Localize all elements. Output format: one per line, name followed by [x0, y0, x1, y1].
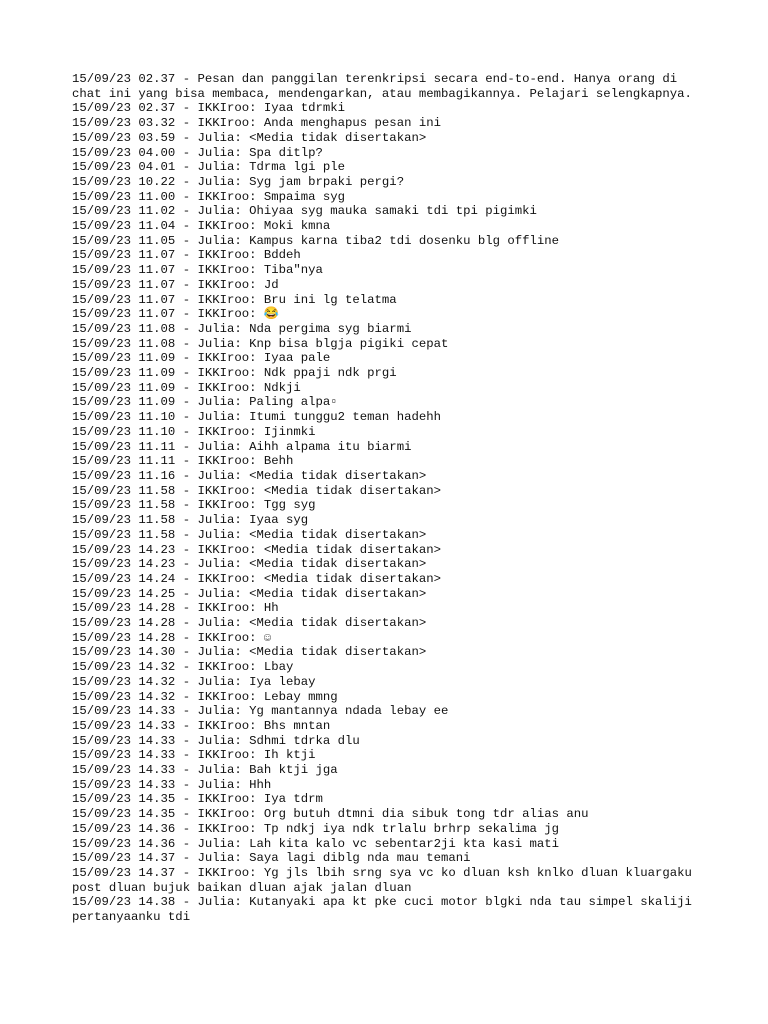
chat-message-line: 15/09/23 14.23 - Julia: <Media tidak disertakan>: [72, 557, 427, 572]
chat-message-line: 15/09/23 11.11 - IKKIroo: Behh: [72, 454, 294, 469]
chat-message-line: 15/09/23 11.02 - Julia: Ohiyaa syg mauka samaki tdi tpi pigimki: [72, 204, 537, 219]
chat-message-line: 15/09/23 04.01 - Julia: Tdrma lgi ple: [72, 160, 346, 175]
chat-message-line: 15/09/23 11.58 - Julia: <Media tidak disertakan>: [72, 527, 427, 542]
chat-message-line: 15/09/23 14.36 - IKKIroo: Tp ndkj iya ndk trlalu brhrp sekalima jg: [72, 821, 560, 836]
chat-message-line: 15/09/23 14.23 - IKKIroo: <Media tidak disertakan>: [72, 542, 441, 557]
chat-message-line: 15/09/23 14.32 - IKKIroo: Lbay: [72, 660, 294, 675]
chat-message-line: 15/09/23 11.08 - Julia: Knp bisa blgja pigiki cepat: [72, 336, 449, 351]
chat-message-line: 15/09/23 14.37 - IKKIroo: Yg jls lbih srng sya vc ko dluan ksh knlko dluan kluargaku post dluan bujuk baikan dluan ajak jalan dluan: [72, 865, 700, 895]
chat-message-line: 15/09/23 14.24 - IKKIroo: <Media tidak disertakan>: [72, 571, 441, 586]
chat-message-line: 15/09/23 11.11 - Julia: Aihh alpama itu biarmi: [72, 439, 412, 454]
chat-message-line: 15/09/23 11.07 - IKKIroo: 😂: [72, 307, 280, 322]
chat-message-line: 15/09/23 14.37 - Julia: Saya lagi diblg nda mau temani: [72, 851, 471, 866]
chat-message-line: 15/09/23 14.35 - IKKIroo: Iya tdrm: [72, 792, 323, 807]
chat-message-line: 15/09/23 14.28 - IKKIroo: Hh: [72, 601, 279, 616]
chat-message-line: 15/09/23 11.58 - Julia: Iyaa syg: [72, 513, 309, 528]
chat-message-line: 15/09/23 14.35 - IKKIroo: Org butuh dtmni dia sibuk tong tdr alias anu: [72, 807, 589, 822]
chat-message-line: 15/09/23 11.05 - Julia: Kampus karna tiba2 tdi dosenku blg offline: [72, 233, 560, 248]
chat-message-line: 15/09/23 14.33 - Julia: Yg mantannya ndada lebay ee: [72, 704, 449, 719]
chat-message-line: 15/09/23 11.00 - IKKIroo: Smpaima syg: [72, 189, 346, 204]
chat-message-line: 15/09/23 14.36 - Julia: Lah kita kalo vc sebentar2ji kta kasi mati: [72, 836, 560, 851]
chat-message-line: 15/09/23 11.58 - IKKIroo: <Media tidak disertakan>: [72, 483, 441, 498]
chat-message-line: 15/09/23 11.09 - IKKIroo: Ndk ppaji ndk prgi: [72, 366, 397, 381]
chat-message-line: 15/09/23 03.32 - IKKIroo: Anda menghapus pesan ini: [72, 116, 441, 131]
chat-message-line: 15/09/23 11.16 - Julia: <Media tidak disertakan>: [72, 468, 427, 483]
chat-message-line: 15/09/23 14.38 - Julia: Kutanyaki apa kt pke cuci motor blgki nda tau simpel skaliji pertanyaanku tdi: [72, 895, 700, 925]
chat-message-line: 15/09/23 11.04 - IKKIroo: Moki kmna: [72, 219, 331, 234]
chat-message-line: 15/09/23 14.32 - Julia: Iya lebay: [72, 674, 316, 689]
chat-message-line: 15/09/23 03.59 - Julia: <Media tidak disertakan>: [72, 130, 427, 145]
chat-message-line: 15/09/23 11.07 - IKKIroo: Bddeh: [72, 248, 301, 263]
chat-message-line: 15/09/23 02.37 - IKKIroo: Iyaa tdrmki: [72, 101, 346, 116]
chat-message-line: 15/09/23 14.28 - IKKIroo: ☺: [72, 630, 272, 645]
chat-message-line: 15/09/23 11.07 - IKKIroo: Tiba"nya: [72, 263, 323, 278]
chat-message-line: 15/09/23 11.58 - IKKIroo: Tgg syg: [72, 498, 316, 513]
chat-message-line: 15/09/23 14.33 - Julia: Bah ktji jga: [72, 763, 338, 778]
chat-message-line: 15/09/23 14.25 - Julia: <Media tidak disertakan>: [72, 586, 427, 601]
chat-message-line: 15/09/23 11.09 - IKKIroo: Iyaa pale: [72, 351, 331, 366]
chat-export-document: [72, 72, 702, 925]
chat-message-line: 15/09/23 11.09 - Julia: Paling alpa▫: [72, 395, 338, 410]
chat-message-line: 15/09/23 11.07 - IKKIroo: Bru ini lg telatma: [72, 292, 397, 307]
chat-message-line: 15/09/23 14.33 - Julia: Hhh: [72, 777, 272, 792]
chat-message-line: 15/09/23 14.33 - IKKIroo: Ih ktji: [72, 748, 316, 763]
chat-message-line: 15/09/23 10.22 - Julia: Syg jam brpaki pergi?: [72, 174, 405, 189]
system-notice-line: 15/09/23 02.37 - Pesan dan panggilan terenkripsi secara end-to-end. Hanya orang di chat ini yang bisa membaca, mendengarkan, atau membagikannya. Pelajari selengkapnya.: [72, 72, 692, 101]
chat-message-line: 15/09/23 11.09 - IKKIroo: Ndkji: [72, 380, 301, 395]
chat-message-line: 15/09/23 14.33 - IKKIroo: Bhs mntan: [72, 718, 331, 733]
chat-message-line: 15/09/23 14.32 - IKKIroo: Lebay mmng: [72, 689, 338, 704]
chat-message-line: 15/09/23 14.30 - Julia: <Media tidak disertakan>: [72, 645, 427, 660]
chat-message-line: 15/09/23 11.10 - Julia: Itumi tunggu2 teman hadehh: [72, 410, 441, 425]
chat-message-line: 15/09/23 04.00 - Julia: Spa ditlp?: [72, 145, 323, 160]
chat-message-line: 15/09/23 14.28 - Julia: <Media tidak disertakan>: [72, 616, 427, 631]
chat-message-line: 15/09/23 11.08 - Julia: Nda pergima syg biarmi: [72, 321, 412, 336]
chat-message-line: 15/09/23 11.07 - IKKIroo: Jd: [72, 277, 279, 292]
chat-message-line: 15/09/23 11.10 - IKKIroo: Ijinmki: [72, 424, 316, 439]
chat-message-line: 15/09/23 14.33 - Julia: Sdhmi tdrka dlu: [72, 733, 360, 748]
